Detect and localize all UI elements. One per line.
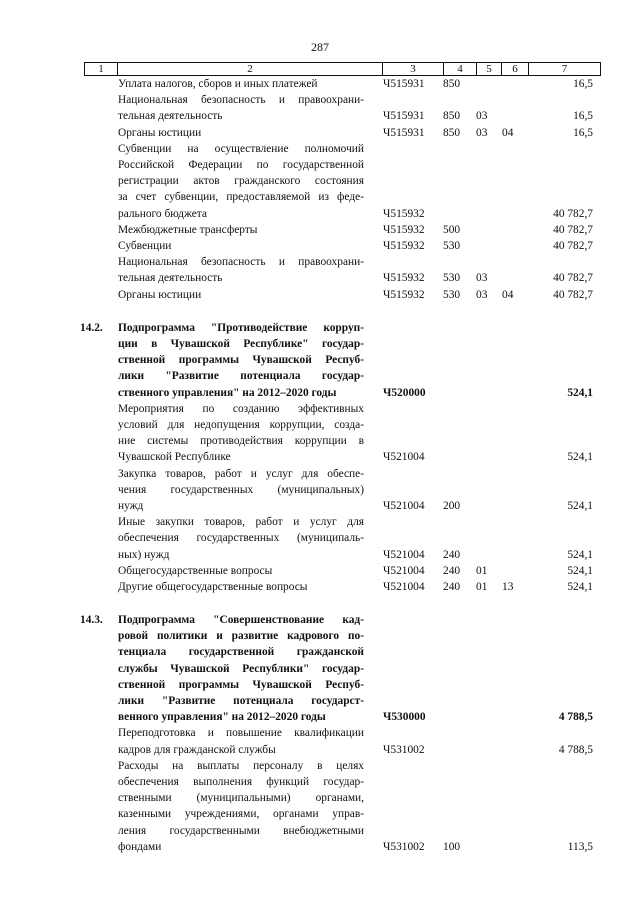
description-line: ровой политики и развитие кадрового по-	[118, 630, 364, 643]
cell-expense-type: 200	[443, 499, 461, 512]
cell-target-code: Ч515932	[383, 272, 425, 285]
cell-expense-type: 500	[443, 223, 461, 236]
description-line: ления государственными внебюджетными	[118, 824, 364, 837]
table-row	[0, 287, 640, 303]
cell-section-code: 03	[476, 110, 488, 123]
cell-target-code: Ч515931	[383, 78, 425, 90]
cell-target-code: Ч515932	[383, 207, 425, 220]
cell-amount: 40 782,7	[553, 288, 593, 301]
row-description	[118, 92, 364, 124]
description-line: Закупка товаров, работ и услуг для обеспе-	[118, 467, 364, 480]
section-number: 14.2.	[80, 321, 103, 334]
cell-target-code: Ч521004	[383, 499, 425, 512]
column-header-2: 2	[118, 63, 383, 76]
cell-expense-type: 850	[443, 110, 461, 123]
description-line: тенциала государственной гражданской	[118, 646, 364, 659]
column-header-3: 3	[383, 63, 444, 76]
description-line: службы Чувашской Республики" государ-	[118, 662, 364, 675]
cell-section-code: 03	[476, 288, 488, 301]
row-description	[118, 563, 364, 579]
budget-table-body	[0, 76, 640, 855]
cell-amount: 4 788,5	[558, 743, 593, 756]
cell-target-code: Ч515932	[383, 239, 425, 252]
description-line: Национальная безопасность и правоохрани-	[118, 94, 364, 107]
table-row	[0, 758, 640, 855]
table-row	[0, 222, 640, 238]
cell-target-code: Ч515932	[383, 288, 425, 301]
cell-amount: 40 782,7	[553, 223, 593, 236]
description-line: ственного управления" на 2012–2020 годы	[118, 386, 337, 399]
description-line: Субвенции	[118, 239, 172, 252]
description-line: Подпрограмма "Противодействие корруп-	[118, 321, 364, 334]
description-line: чения государственных (муниципальных)	[118, 483, 364, 496]
row-description	[118, 141, 364, 222]
cell-amount: 16,5	[573, 78, 593, 90]
description-line: ции в Чувашской Республике" государ-	[118, 337, 364, 350]
section-row	[0, 320, 640, 401]
row-description	[118, 320, 364, 401]
column-header-6: 6	[502, 63, 529, 76]
table-row	[0, 725, 640, 757]
cell-expense-type: 240	[443, 548, 461, 561]
description-line: Органы юстиции	[118, 126, 202, 139]
description-line: лики "Развитие потенциала государ-	[118, 370, 364, 383]
table-row	[0, 238, 640, 254]
column-header-1: 1	[85, 63, 118, 76]
cell-expense-type: 530	[443, 272, 461, 285]
cell-target-code: Ч515931	[383, 110, 425, 123]
cell-amount: 524,1	[567, 548, 593, 561]
table-row	[0, 514, 640, 563]
description-line: ных) нужд	[118, 548, 170, 561]
cell-target-code: Ч521004	[383, 548, 425, 561]
cell-expense-type: 850	[443, 78, 461, 90]
cell-amount: 524,1	[567, 564, 593, 577]
row-description	[118, 238, 364, 254]
cell-section-code: 03	[476, 272, 488, 285]
table-row	[0, 466, 640, 515]
cell-target-code: Ч531002	[383, 840, 425, 853]
description-line: Межбюджетные трансферты	[118, 223, 258, 236]
cell-target-code: Ч531002	[383, 743, 425, 756]
description-line: Другие общегосударственные вопросы	[118, 580, 308, 593]
description-line: Чувашской Республике	[118, 451, 231, 464]
row-description	[118, 725, 364, 757]
cell-amount: 40 782,7	[553, 239, 593, 252]
row-description	[118, 287, 364, 303]
cell-subsection-code: 04	[502, 288, 514, 301]
description-line: Переподготовка и повышение квалификации	[118, 727, 364, 740]
cell-target-code: Ч521004	[383, 564, 425, 577]
column-header-7: 7	[529, 63, 601, 76]
row-description	[118, 758, 364, 855]
description-line: Национальная безопасность и правоохрани-	[118, 256, 364, 269]
cell-target-code: Ч530000	[383, 711, 426, 724]
table-row	[0, 76, 640, 92]
table-row	[0, 125, 640, 141]
table-row	[0, 141, 640, 222]
description-line: Органы юстиции	[118, 288, 202, 301]
description-line: фондами	[118, 840, 162, 853]
section-number: 14.3.	[80, 614, 103, 627]
description-line: казенными учреждениями, органами управ-	[118, 808, 364, 821]
cell-amount: 16,5	[573, 126, 593, 139]
table-row	[0, 401, 640, 466]
description-line: тельная деятельность	[118, 110, 223, 123]
table-row	[0, 579, 640, 595]
cell-amount: 40 782,7	[553, 272, 593, 285]
section-row	[0, 612, 640, 725]
description-line: условий для недопущения коррупции, созда-	[118, 418, 364, 431]
cell-section-code: 01	[476, 580, 488, 593]
description-line: Расходы на выплаты персоналу в целях	[118, 759, 364, 772]
description-line: ственной программы Чувашской Респуб-	[118, 678, 364, 691]
table-row	[0, 254, 640, 286]
cell-amount: 40 782,7	[553, 207, 593, 220]
description-line: ние системы противодействия коррупции в	[118, 435, 364, 448]
page-number: 287	[311, 40, 329, 54]
cell-target-code: Ч515931	[383, 126, 425, 139]
description-line: рального бюджета	[118, 207, 207, 220]
cell-subsection-code: 13	[502, 580, 514, 593]
row-description	[118, 466, 364, 515]
row-description	[118, 401, 364, 466]
cell-target-code: Ч515932	[383, 223, 425, 236]
row-description	[118, 76, 364, 92]
column-header-5: 5	[477, 63, 502, 76]
description-line: ственной программы Чувашской Респуб-	[118, 354, 364, 367]
cell-amount: 4 788,5	[558, 711, 593, 724]
table-row	[0, 563, 640, 579]
cell-expense-type: 530	[443, 288, 461, 301]
row-description	[118, 579, 364, 595]
row-description	[118, 222, 364, 238]
cell-subsection-code: 04	[502, 126, 514, 139]
cell-section-code: 01	[476, 564, 488, 577]
cell-target-code: Ч520000	[383, 386, 426, 399]
cell-expense-type: 850	[443, 126, 461, 139]
column-header-table	[84, 62, 601, 76]
cell-expense-type: 100	[443, 840, 461, 853]
description-line: ственными (муниципальными) органами,	[118, 792, 364, 805]
description-line: тельная деятельность	[118, 272, 223, 285]
description-line: лики "Развитие потенциала государст-	[118, 695, 364, 708]
description-line: за счет субвенции, предоставляемой из феде-	[118, 191, 364, 204]
cell-target-code: Ч521004	[383, 451, 425, 464]
cell-amount: 524,1	[567, 451, 593, 464]
cell-amount: 113,5	[567, 840, 593, 853]
description-line: нужд	[118, 499, 144, 512]
description-line: Субвенции на осуществление полномочий	[118, 142, 364, 155]
cell-target-code: Ч521004	[383, 580, 425, 593]
description-line: Мероприятия по созданию эффективных	[118, 402, 364, 415]
column-header-4: 4	[444, 63, 477, 76]
row-description	[118, 514, 364, 563]
cell-amount: 524,1	[567, 580, 593, 593]
cell-expense-type: 530	[443, 239, 461, 252]
description-line: регистрации актов гражданского состояния	[118, 175, 364, 188]
description-line: Подпрограмма "Совершенствование кад-	[118, 614, 364, 627]
description-line: обеспечения государственных (муниципаль-	[118, 532, 364, 545]
row-description	[118, 254, 364, 286]
description-line: кадров для гражданской службы	[118, 743, 276, 756]
row-description	[118, 612, 364, 725]
description-line: Общегосударственные вопросы	[118, 564, 273, 577]
cell-amount: 16,5	[573, 110, 593, 123]
cell-expense-type: 240	[443, 580, 461, 593]
description-line: Российской Федерации по государственной	[118, 158, 364, 171]
cell-section-code: 03	[476, 126, 488, 139]
row-description	[118, 125, 364, 141]
description-line: Иные закупки товаров, работ и услуг для	[118, 516, 364, 529]
description-line: обеспечения выполнения функций государ-	[118, 776, 364, 789]
description-line: венного управления" на 2012–2020 годы	[118, 711, 326, 724]
table-row	[0, 92, 640, 124]
cell-amount: 524,1	[567, 499, 593, 512]
description-line: Уплата налогов, сборов и иных платежей	[118, 78, 318, 90]
cell-amount: 524,1	[567, 386, 593, 399]
cell-expense-type: 240	[443, 564, 461, 577]
